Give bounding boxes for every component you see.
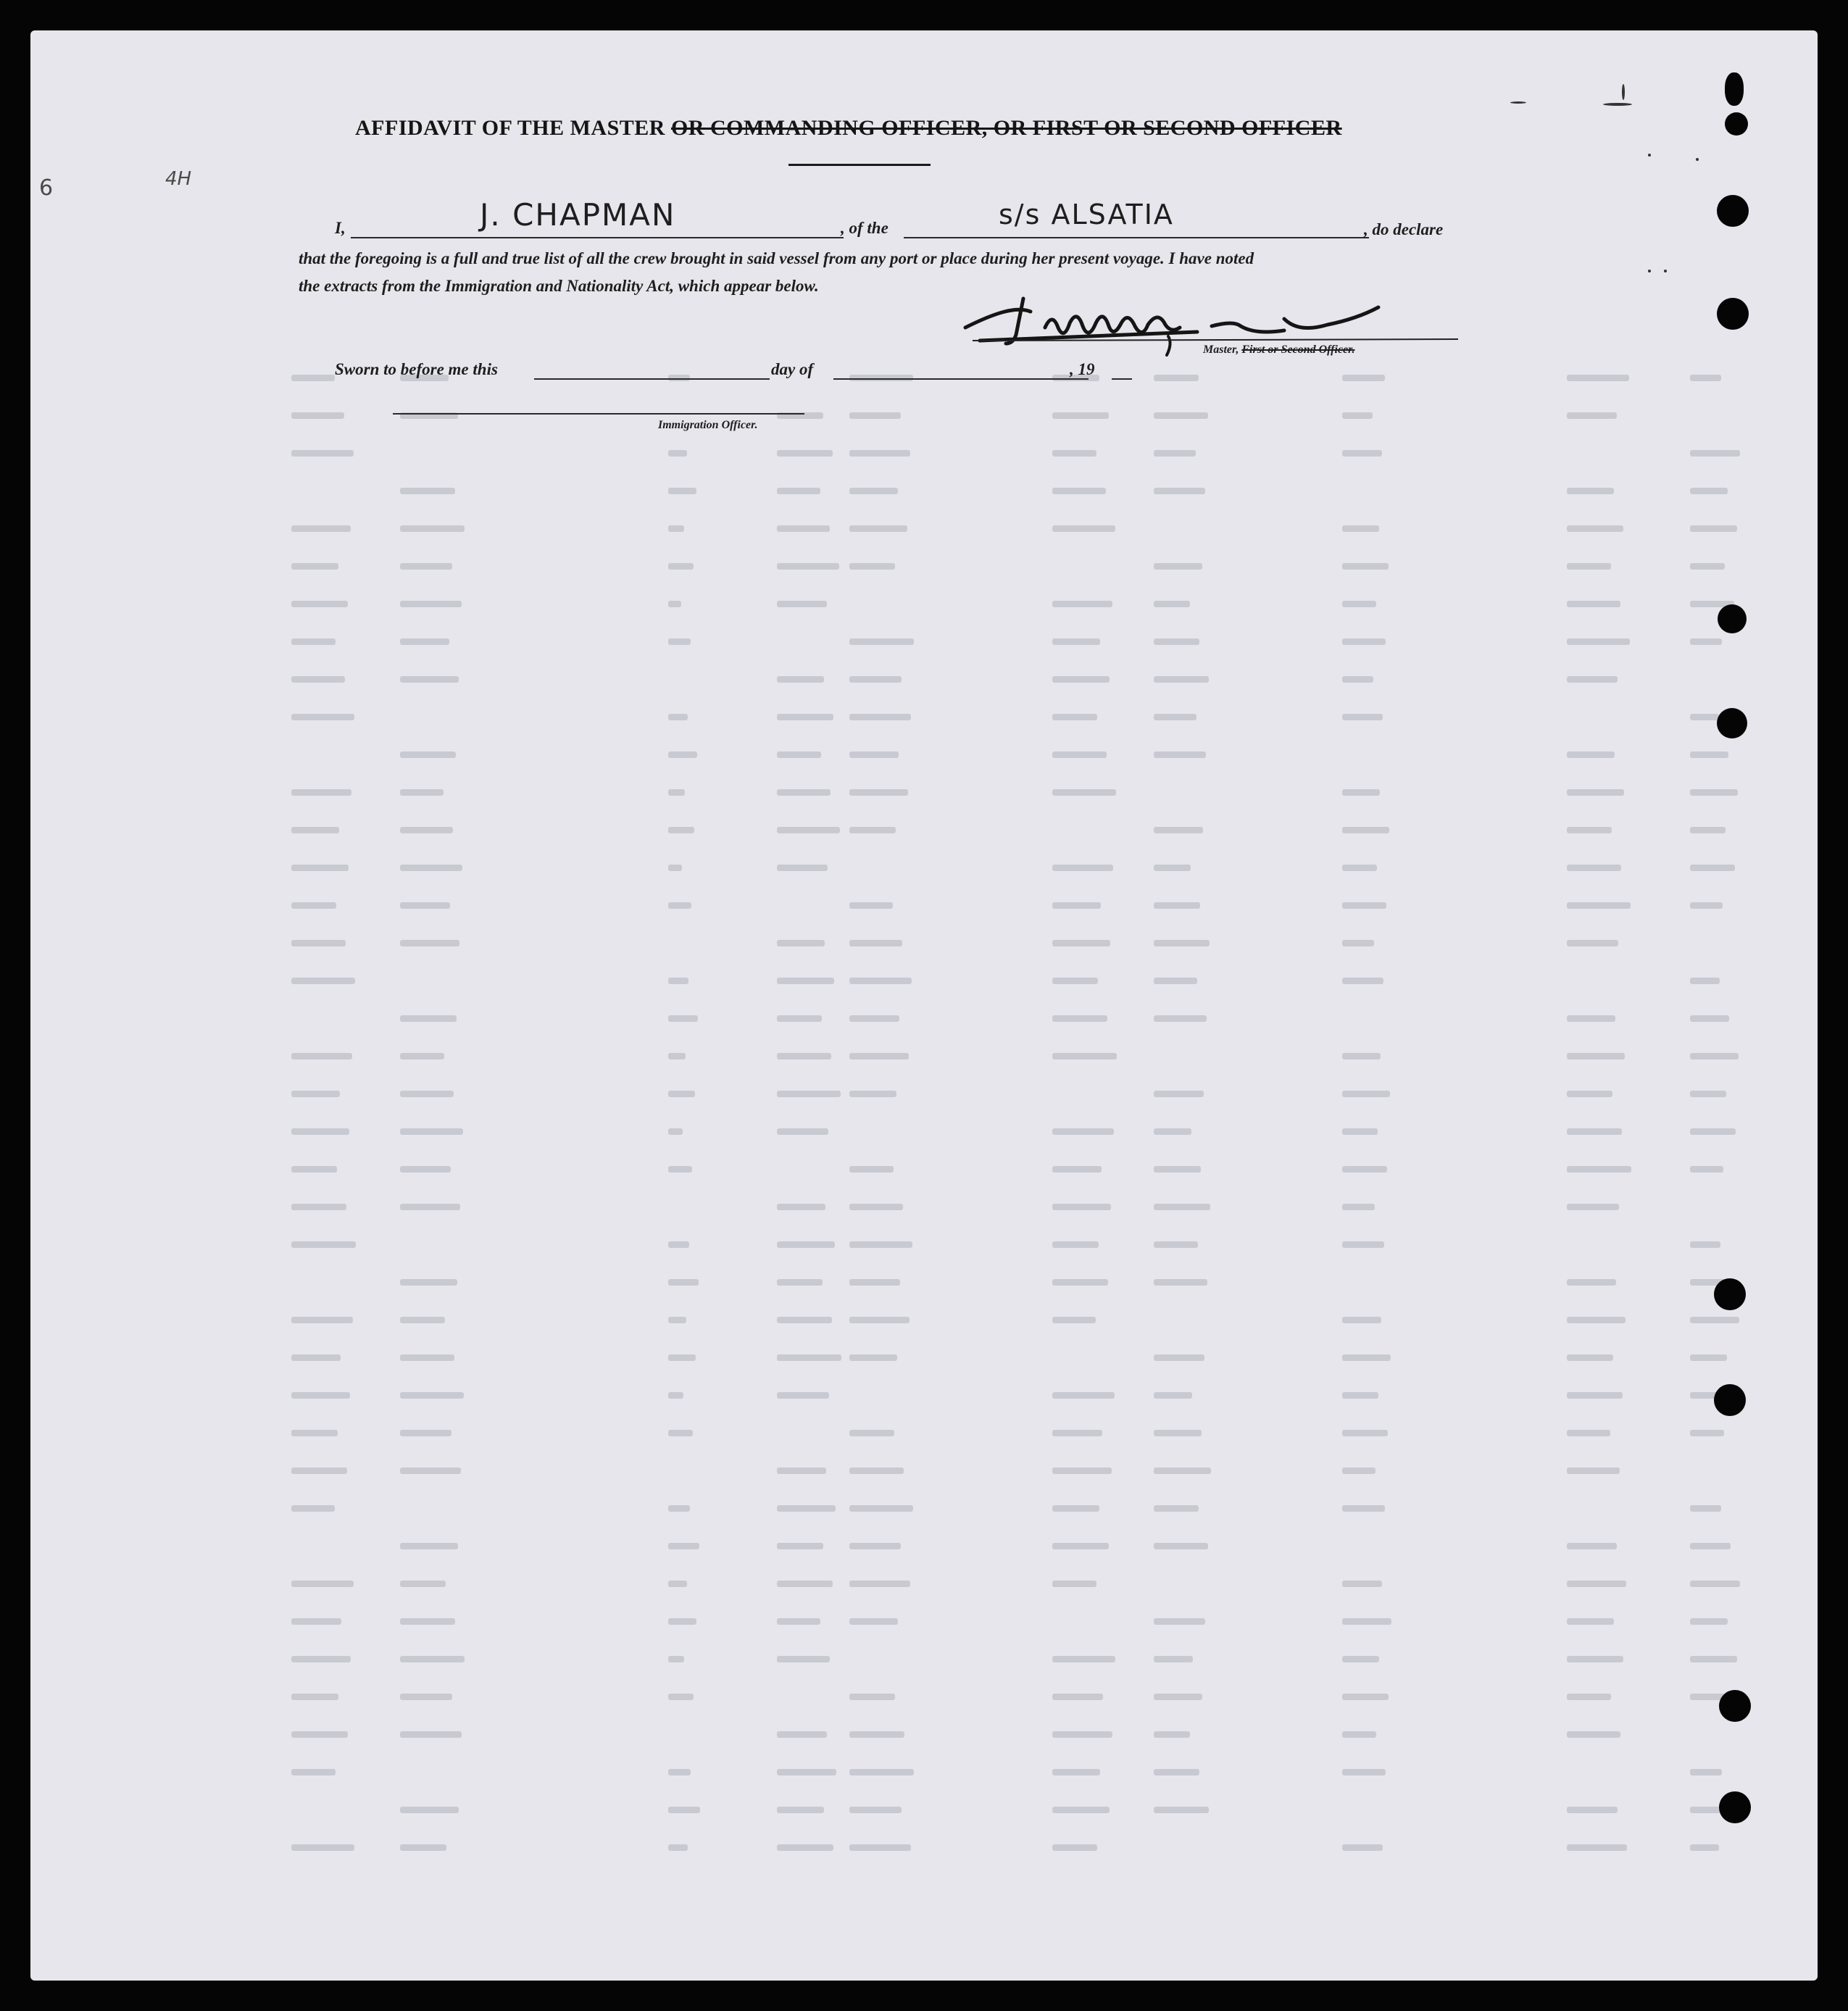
margin-scribble: 4H — [165, 168, 192, 190]
punch-hole — [1714, 1384, 1746, 1416]
speck — [1510, 101, 1526, 104]
line1-of-the: , of the — [841, 219, 888, 237]
master-name-handwritten: J. CHAPMAN — [480, 197, 676, 233]
sworn-date-line — [534, 378, 770, 380]
line1-suffix: , do declare — [1364, 220, 1444, 238]
master-name-line — [351, 237, 844, 238]
punch-hole — [1717, 708, 1747, 738]
affidavit-title — [355, 116, 1342, 141]
sworn-year: , 19 — [1070, 360, 1095, 378]
sworn-day-of: day of — [771, 360, 814, 378]
speck — [1696, 158, 1699, 161]
vessel-name-line — [904, 237, 1369, 238]
declaration-line-2: that the foregoing is a full and true list of all the crew brought in said vessel from any port or place during her present voyage. I have noted — [299, 249, 1254, 267]
title-divider — [788, 164, 931, 166]
punch-hole — [1725, 72, 1744, 106]
immigration-officer-line — [393, 413, 804, 415]
sworn-year-line — [1112, 378, 1132, 380]
immigration-officer-label: Immigration Officer. — [658, 419, 758, 431]
punch-hole — [1725, 112, 1748, 136]
bleed-through-text — [30, 30, 1818, 1981]
declaration-line-3: the extracts from the Immigration and Nationality Act, which appear below. — [299, 277, 819, 295]
punch-hole — [1719, 1690, 1751, 1722]
vessel-name-handwritten: s/s ALSATIA — [999, 199, 1174, 230]
document-page — [30, 30, 1818, 1981]
punch-hole — [1714, 1278, 1746, 1310]
affidavit-title-plain: AFFIDAVIT OF THE MASTER — [355, 116, 671, 140]
page-number-mark: 6 — [39, 175, 54, 201]
sworn-month-line — [833, 378, 1089, 380]
speck — [1648, 154, 1651, 157]
speck — [1622, 84, 1625, 100]
punch-hole — [1717, 195, 1749, 227]
sworn-prefix: Sworn to before me this — [335, 360, 498, 378]
punch-hole — [1719, 1791, 1751, 1823]
affidavit-title-struck: OR COMMANDING OFFICER, OR FIRST OR SECOND OFFICER — [670, 116, 1342, 140]
punch-hole — [1718, 604, 1747, 633]
punch-hole — [1717, 298, 1749, 330]
master-label: Master, First or Second Officer. — [1203, 344, 1355, 356]
speck — [1664, 270, 1667, 272]
master-signature — [936, 284, 1458, 371]
speck — [1648, 270, 1651, 272]
line1-prefix: I, — [335, 219, 346, 237]
speck — [1603, 103, 1632, 106]
